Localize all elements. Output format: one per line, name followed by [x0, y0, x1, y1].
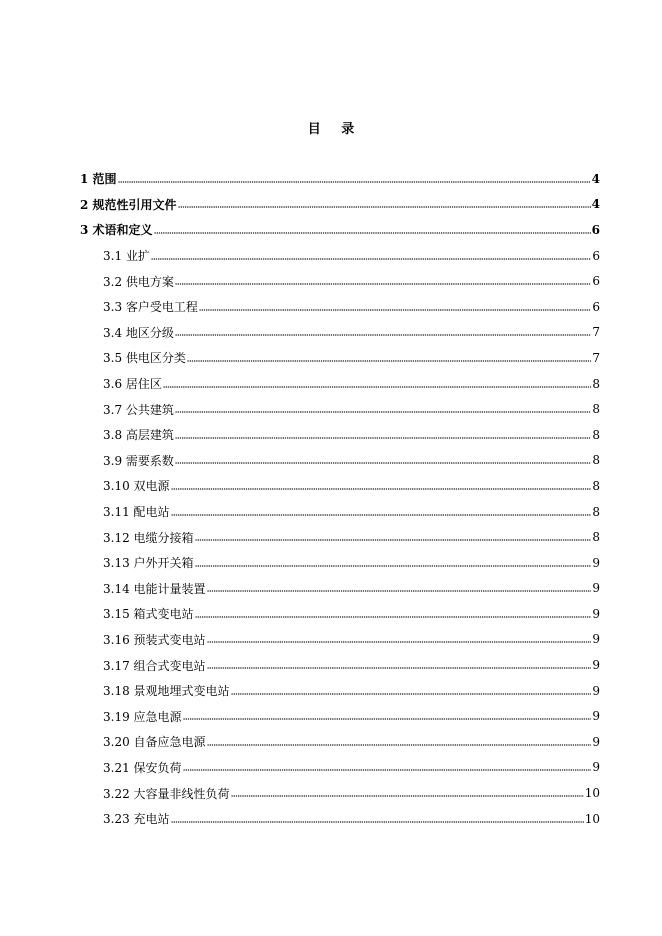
- toc-dot-leader: [175, 462, 591, 464]
- toc-entry[interactable]: [80, 780, 600, 806]
- toc-dot-leader: [199, 309, 591, 311]
- toc-entry[interactable]: [80, 550, 600, 576]
- toc-entry-label: 3.8 高层建筑: [103, 428, 174, 443]
- toc-dot-leader: [195, 565, 592, 567]
- toc-entry-label: 3.18 景观地埋式变电站: [103, 684, 230, 699]
- toc-entry-page-number: 8: [592, 453, 600, 468]
- toc-entry[interactable]: [80, 627, 600, 653]
- toc-entry[interactable]: [80, 243, 600, 269]
- toc-entry-label: 3.3 客户受电工程: [103, 300, 198, 315]
- toc-entry-label: 3.17 组合式变电站: [103, 658, 206, 673]
- toc-dot-leader: [195, 539, 592, 541]
- toc-list: [80, 166, 600, 831]
- toc-entry[interactable]: [80, 652, 600, 678]
- toc-entry-label: 3.9 需要系数: [103, 453, 174, 468]
- toc-entry[interactable]: [80, 320, 600, 346]
- toc-dot-leader: [151, 258, 591, 260]
- toc-entry-label: 3.22 大容量非线性负荷: [103, 786, 230, 801]
- toc-entry[interactable]: [80, 703, 600, 729]
- toc-entry[interactable]: [80, 422, 600, 448]
- toc-entry[interactable]: [80, 576, 600, 602]
- toc-dot-leader: [171, 821, 584, 823]
- toc-entry[interactable]: [80, 601, 600, 627]
- toc-entry-page-number: 9: [592, 606, 600, 621]
- toc-entry-page-number: 9: [592, 734, 600, 749]
- toc-entry-page-number: 7: [592, 350, 600, 365]
- toc-entry-label: 3.21 保安负荷: [103, 760, 182, 775]
- toc-entry-page-number: 4: [591, 197, 600, 212]
- toc-entry-page-number: 10: [584, 811, 600, 826]
- toc-entry-page-number: 9: [592, 658, 600, 673]
- toc-entry[interactable]: [80, 396, 600, 422]
- toc-entry[interactable]: [80, 371, 600, 397]
- toc-entry-label: 3.14 电能计量装置: [103, 581, 206, 596]
- toc-entry-page-number: 9: [592, 709, 600, 724]
- toc-entry-label: 3.6 居住区: [103, 377, 162, 392]
- toc-entry-page-number: 9: [592, 581, 600, 596]
- toc-entry[interactable]: [80, 192, 600, 218]
- toc-entry-page-number: 10: [584, 786, 600, 801]
- toc-dot-leader: [195, 616, 592, 618]
- toc-entry-label: 3.16 预装式变电站: [103, 632, 206, 647]
- toc-entry-page-number: 8: [592, 530, 600, 545]
- toc-entry-page-number: 7: [592, 325, 600, 340]
- toc-dot-leader: [163, 386, 591, 388]
- toc-entry-page-number: 8: [592, 427, 600, 442]
- toc-dot-leader: [175, 334, 591, 336]
- toc-entry[interactable]: [80, 345, 600, 371]
- toc-entry-page-number: 6: [592, 299, 600, 314]
- toc-entry-page-number: 6: [591, 222, 600, 237]
- toc-dot-leader: [175, 411, 591, 413]
- toc-entry-page-number: 8: [592, 402, 600, 417]
- toc-dot-leader: [207, 641, 592, 643]
- toc-entry[interactable]: [80, 729, 600, 755]
- toc-dot-leader: [183, 718, 592, 720]
- toc-entry[interactable]: [80, 294, 600, 320]
- toc-entry-page-number: 8: [592, 478, 600, 493]
- toc-dot-leader: [154, 232, 591, 234]
- toc-entry[interactable]: [80, 473, 600, 499]
- toc-entry-page-number: 6: [592, 274, 600, 289]
- toc-entry-page-number: 8: [592, 504, 600, 519]
- toc-entry-label: 3.20 自备应急电源: [103, 735, 206, 750]
- toc-entry[interactable]: [80, 524, 600, 550]
- toc-entry-label: 3.10 双电源: [103, 479, 170, 494]
- toc-entry-label: 3.23 充电站: [103, 812, 170, 827]
- toc-dot-leader: [207, 744, 592, 746]
- toc-entry-page-number: 8: [592, 376, 600, 391]
- toc-entry-label: 3.1 业扩: [103, 249, 150, 264]
- toc-dot-leader: [207, 590, 592, 592]
- toc-entry[interactable]: [80, 166, 600, 192]
- toc-dot-leader: [231, 795, 584, 797]
- toc-entry-label: 2 规范性引用文件: [80, 197, 177, 212]
- toc-entry-label: 3 术语和定义: [80, 223, 153, 238]
- toc-entry-label: 3.7 公共建筑: [103, 402, 174, 417]
- toc-entry-label: 3.4 地区分级: [103, 325, 174, 340]
- toc-entry-label: 3.2 供电方案: [103, 274, 174, 289]
- toc-entry-label: 1 范围: [80, 172, 117, 187]
- toc-entry-label: 3.11 配电站: [103, 505, 170, 520]
- toc-entry-page-number: 9: [592, 632, 600, 647]
- toc-entry[interactable]: [80, 268, 600, 294]
- toc-dot-leader: [183, 769, 592, 771]
- toc-entry[interactable]: [80, 217, 600, 243]
- toc-entry-label: 3.13 户外开关箱: [103, 556, 194, 571]
- toc-title: 目 录: [307, 122, 363, 137]
- toc-entry-page-number: 9: [592, 555, 600, 570]
- toc-dot-leader: [178, 206, 591, 208]
- toc-entry[interactable]: [80, 448, 600, 474]
- toc-entry[interactable]: [80, 755, 600, 781]
- toc-entry-page-number: 9: [592, 760, 600, 775]
- toc-dot-leader: [207, 667, 592, 669]
- toc-dot-leader: [175, 437, 591, 439]
- toc-entry[interactable]: [80, 806, 600, 832]
- toc-entry-label: 3.5 供电区分类: [103, 351, 186, 366]
- toc-entry[interactable]: [80, 678, 600, 704]
- toc-entry-page-number: 6: [592, 248, 600, 263]
- toc-dot-leader: [175, 283, 591, 285]
- toc-entry-label: 3.12 电缆分接箱: [103, 530, 194, 545]
- toc-dot-leader: [171, 514, 592, 516]
- toc-entry-label: 3.15 箱式变电站: [103, 607, 194, 622]
- toc-dot-leader: [187, 360, 591, 362]
- toc-dot-leader: [171, 488, 592, 490]
- toc-entry-page-number: 4: [591, 171, 600, 186]
- toc-entry[interactable]: [80, 499, 600, 525]
- toc-entry-label: 3.19 应急电源: [103, 709, 182, 724]
- toc-entry-page-number: 9: [592, 683, 600, 698]
- toc-dot-leader: [118, 181, 591, 183]
- toc-dot-leader: [231, 693, 592, 695]
